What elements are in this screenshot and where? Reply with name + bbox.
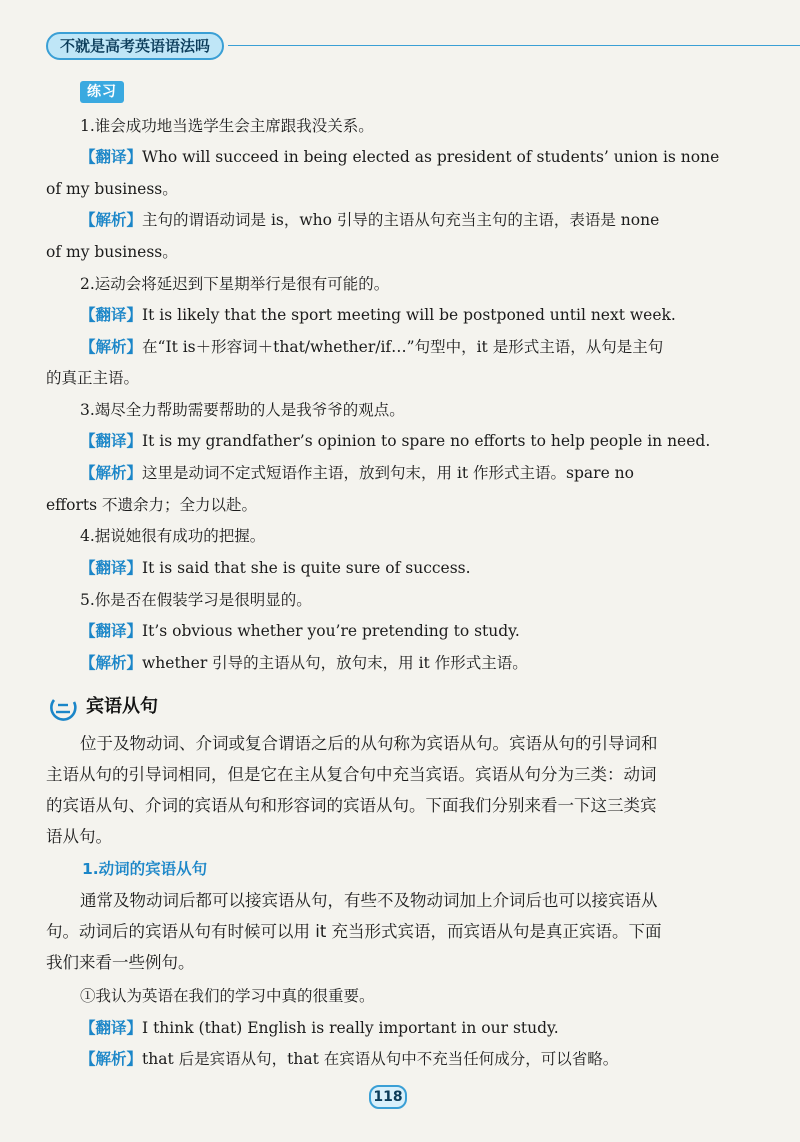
- text-line: [80, 525, 265, 547]
- line-text: 这里是动词不定式短语作主语，放到句末，用 it 作形式主语。spare no: [142, 464, 634, 482]
- exercise-tag: 练习: [80, 81, 124, 103]
- line-text: 3.竭尽全力帮助需要帮助的人是我爷爷的观点。: [80, 401, 405, 419]
- subsection-title: 1.动词的宾语从句: [82, 860, 208, 878]
- text-line: [46, 494, 257, 516]
- text-line: [80, 115, 374, 137]
- text-line: [80, 430, 710, 452]
- line-label: 【翻译】: [80, 148, 143, 166]
- line-text: Who will succeed in being elected as president of students’ union is none: [142, 148, 720, 166]
- section-title: 宾语从句: [86, 696, 158, 717]
- line-text: I think (that) English is really important in our study.: [142, 1019, 559, 1037]
- line-text: 主句的谓语动词是 is，who 引导的主语从句充当主句的主语，表语是 none: [142, 211, 660, 229]
- line-text: whether 引导的主语从句，放句末，用 it 作形式主语。: [142, 654, 528, 672]
- line-text: 的宾语从句、介词的宾语从句和形容词的宾语从句。下面我们分别来看一下这三类宾: [46, 796, 657, 815]
- page-number: 118: [369, 1085, 407, 1109]
- text-line: [80, 304, 676, 326]
- text-line: [46, 367, 139, 389]
- text-line: [80, 209, 659, 231]
- line-text: 位于及物动词、介词或复合谓语之后的从句称为宾语从句。宾语从句的引导词和: [80, 734, 658, 753]
- text-line: [46, 241, 178, 263]
- line-text: It’s obvious whether you’re pretending to study.: [142, 622, 520, 640]
- text-line: [46, 764, 657, 786]
- text-line: [80, 890, 658, 912]
- line-text: efforts 不遗余力；全力以赴。: [46, 496, 258, 514]
- line-text: It is my grandfather’s opinion to spare no efforts to help people in need.: [142, 432, 711, 450]
- line-label: 【解析】: [80, 464, 143, 482]
- text-line: [46, 178, 178, 200]
- line-text: 句。动词后的宾语从句有时候可以用 it 充当形式宾语，而宾语从句是真正宾语。下面: [46, 922, 662, 941]
- book-title-tab: 不就是高考英语语法吗: [46, 32, 224, 60]
- line-text: of my business。: [46, 243, 178, 261]
- text-line: [80, 462, 634, 484]
- line-text: 2.运动会将延迟到下星期举行是很有可能的。: [80, 275, 390, 293]
- text-line: [80, 733, 658, 755]
- line-label: 【解析】: [80, 654, 143, 672]
- line-text: of my business。: [46, 180, 178, 198]
- line-text: 4.据说她很有成功的把握。: [80, 527, 266, 545]
- line-label: 【翻译】: [80, 306, 143, 324]
- line-text: 在“It is＋形容词＋that/whether/if…”句型中，it 是形式主语，从句是主句: [142, 338, 664, 356]
- line-label: 【翻译】: [80, 559, 143, 577]
- line-text: 的真正主语。: [46, 369, 140, 387]
- text-line: [46, 952, 195, 974]
- line-label: 【翻译】: [80, 1019, 143, 1037]
- section-number-icon: [48, 693, 78, 723]
- line-label: 【解析】: [80, 338, 143, 356]
- line-label: 【翻译】: [80, 622, 143, 640]
- text-line: [80, 1048, 618, 1070]
- text-line: [80, 985, 375, 1007]
- line-text: It is likely that the sport meeting will be postponed until next week.: [142, 306, 676, 324]
- line-text: 主语从句的引导词相同，但是它在主从复合句中充当宾语。宾语从句分为三类：动词: [46, 765, 657, 784]
- line-text: 5.你是否在假装学习是很明显的。: [80, 591, 312, 609]
- text-line: [46, 921, 662, 943]
- text-line: [46, 795, 657, 817]
- line-text: 我们来看一些例句。: [46, 953, 195, 972]
- line-text: 通常及物动词后都可以接宾语从句，有些不及物动词加上介词后也可以接宾语从: [80, 891, 658, 910]
- text-line: [80, 336, 663, 358]
- line-text: that 后是宾语从句，that 在宾语从句中不充当任何成分，可以省略。: [142, 1050, 619, 1068]
- header-divider: [228, 45, 800, 46]
- text-line: [80, 399, 405, 421]
- line-text: ①我认为英语在我们的学习中真的很重要。: [80, 987, 375, 1005]
- text-line: [80, 620, 520, 642]
- text-line: [80, 652, 528, 674]
- line-label: 【解析】: [80, 1050, 143, 1068]
- text-line: [46, 826, 112, 848]
- line-label: 【翻译】: [80, 432, 143, 450]
- line-text: 语从句。: [46, 827, 112, 846]
- text-line: [80, 146, 719, 168]
- text-line: [80, 557, 471, 579]
- text-line: [80, 273, 389, 295]
- line-text: 1.谁会成功地当选学生会主席跟我没关系。: [80, 117, 374, 135]
- line-text: It is said that she is quite sure of success.: [142, 559, 471, 577]
- line-label: 【解析】: [80, 211, 143, 229]
- text-line: [80, 1017, 559, 1039]
- text-line: [80, 589, 312, 611]
